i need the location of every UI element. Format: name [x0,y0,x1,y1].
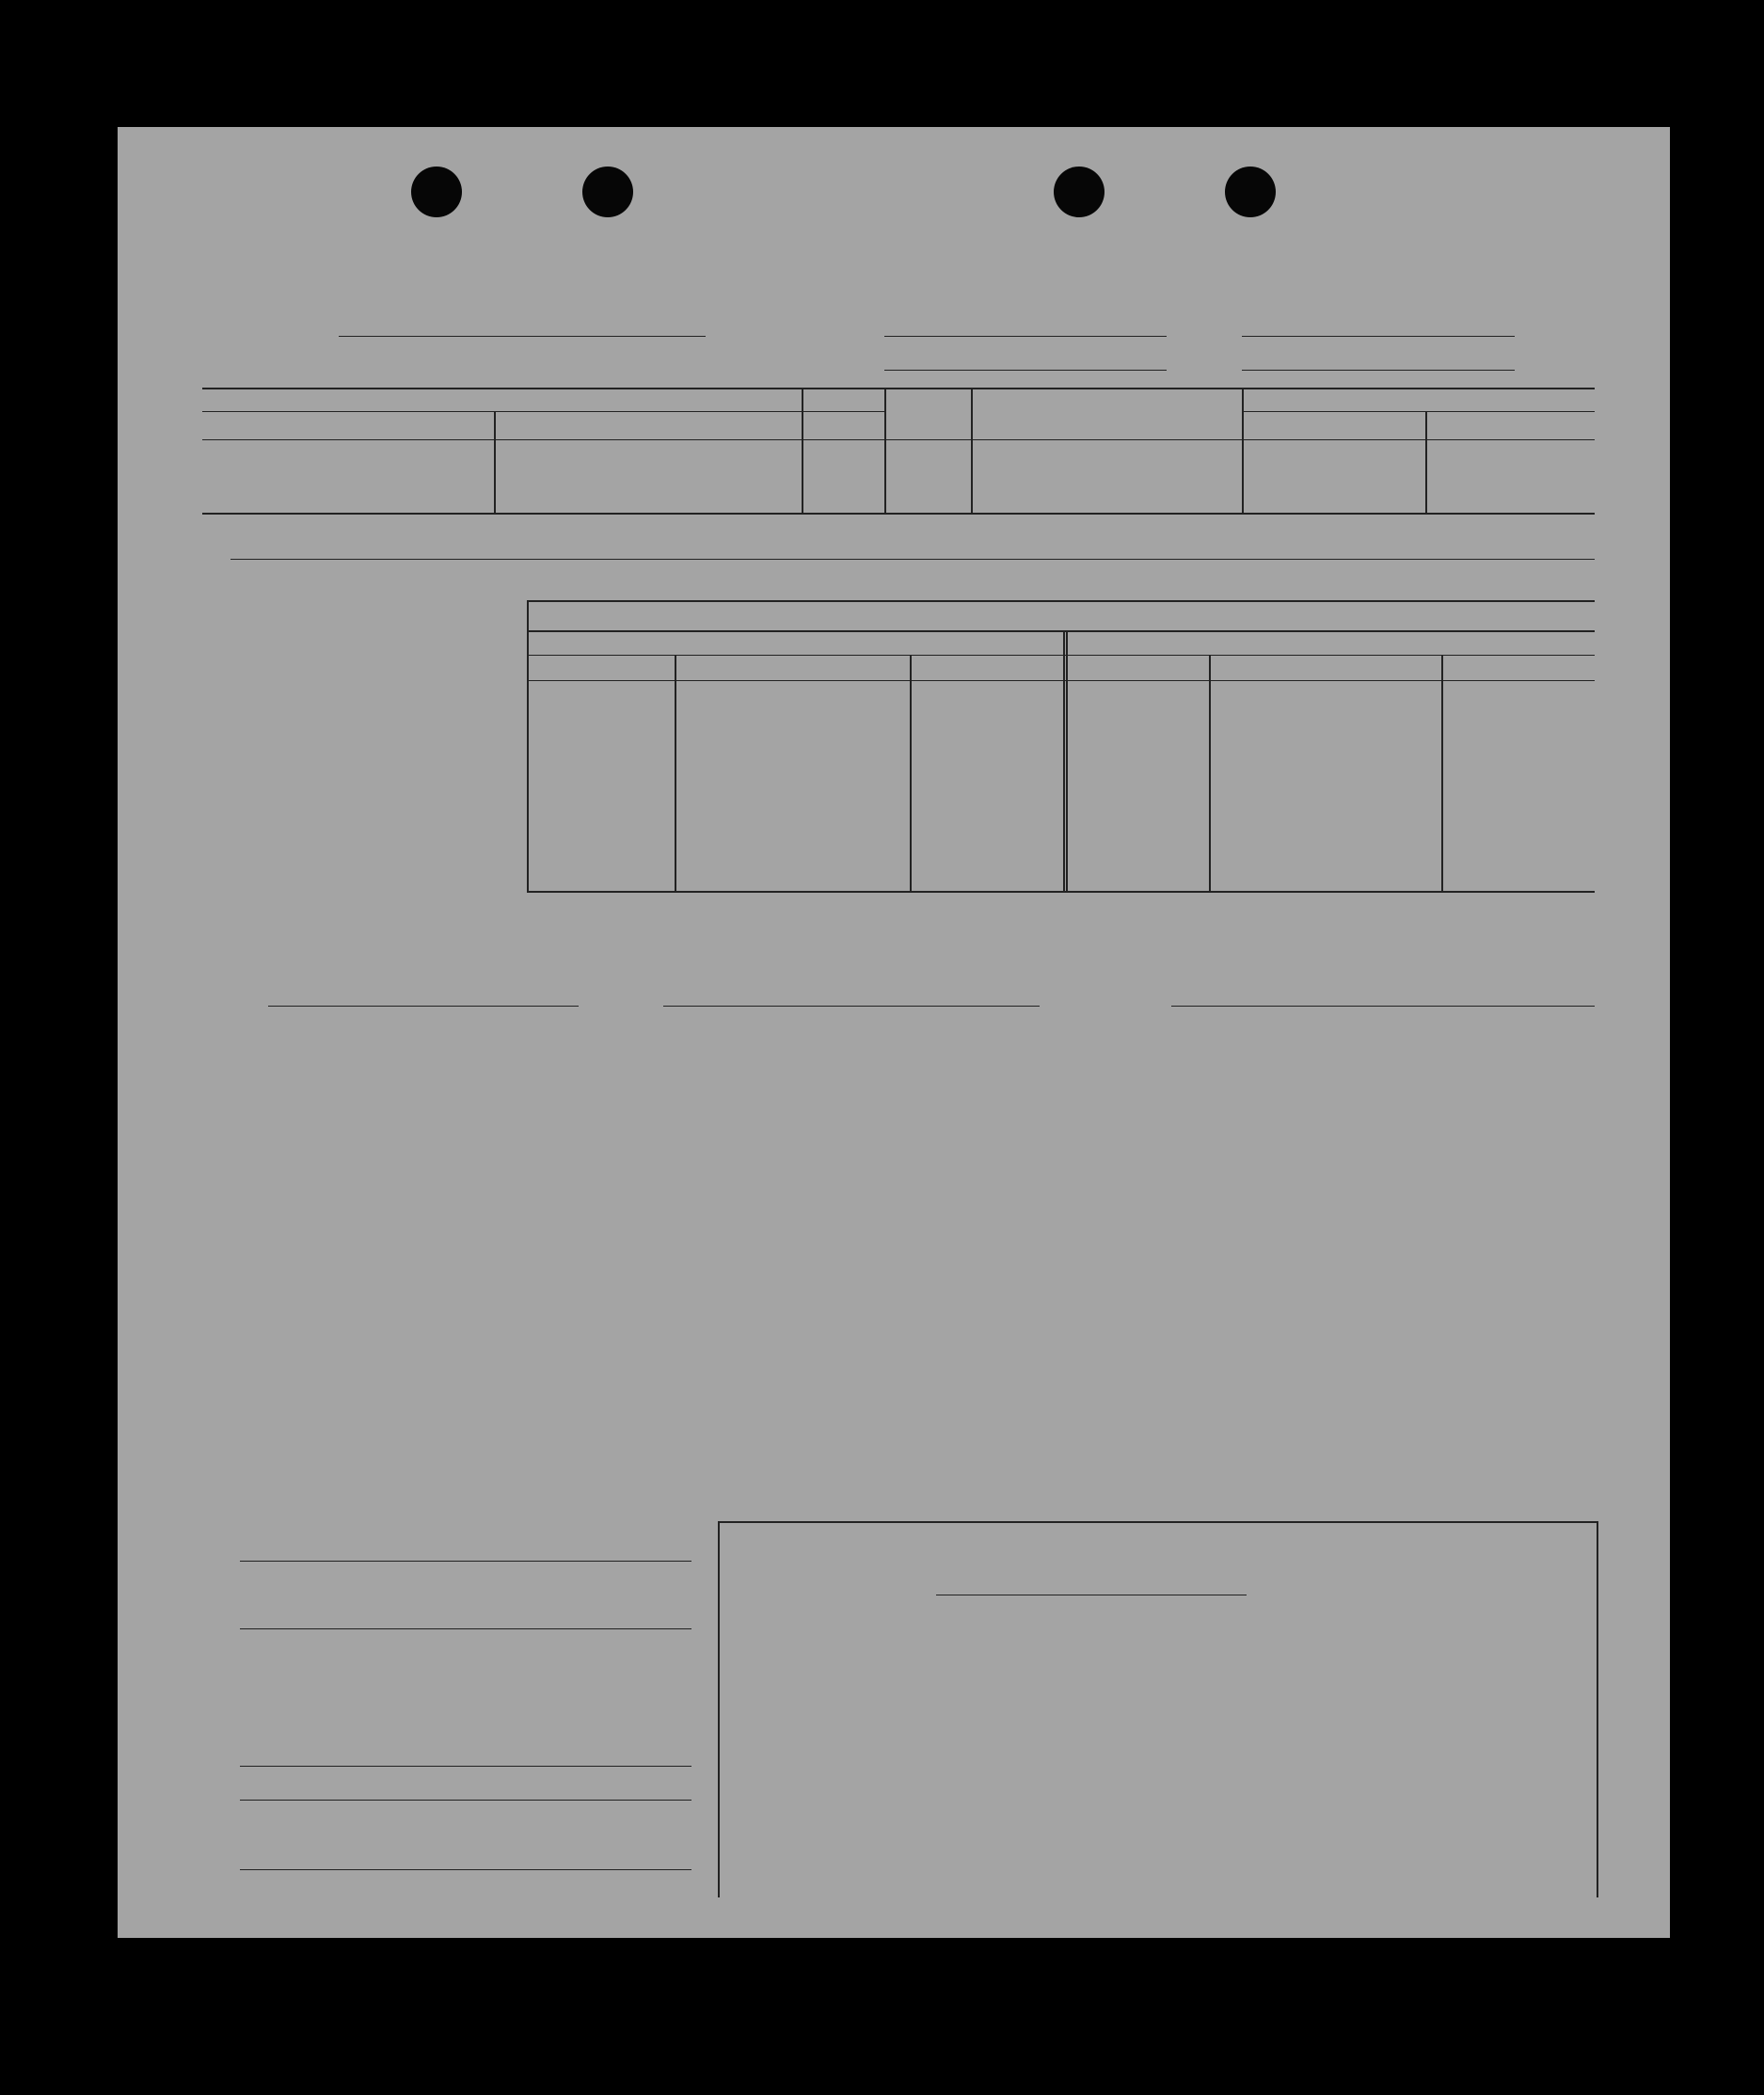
punch-hole [582,167,633,217]
punch-hole [411,167,462,217]
officer-box [718,1521,1598,1897]
information-sheet-form [118,127,1670,1938]
punch-hole [1225,167,1276,217]
punch-hole [1054,167,1104,217]
